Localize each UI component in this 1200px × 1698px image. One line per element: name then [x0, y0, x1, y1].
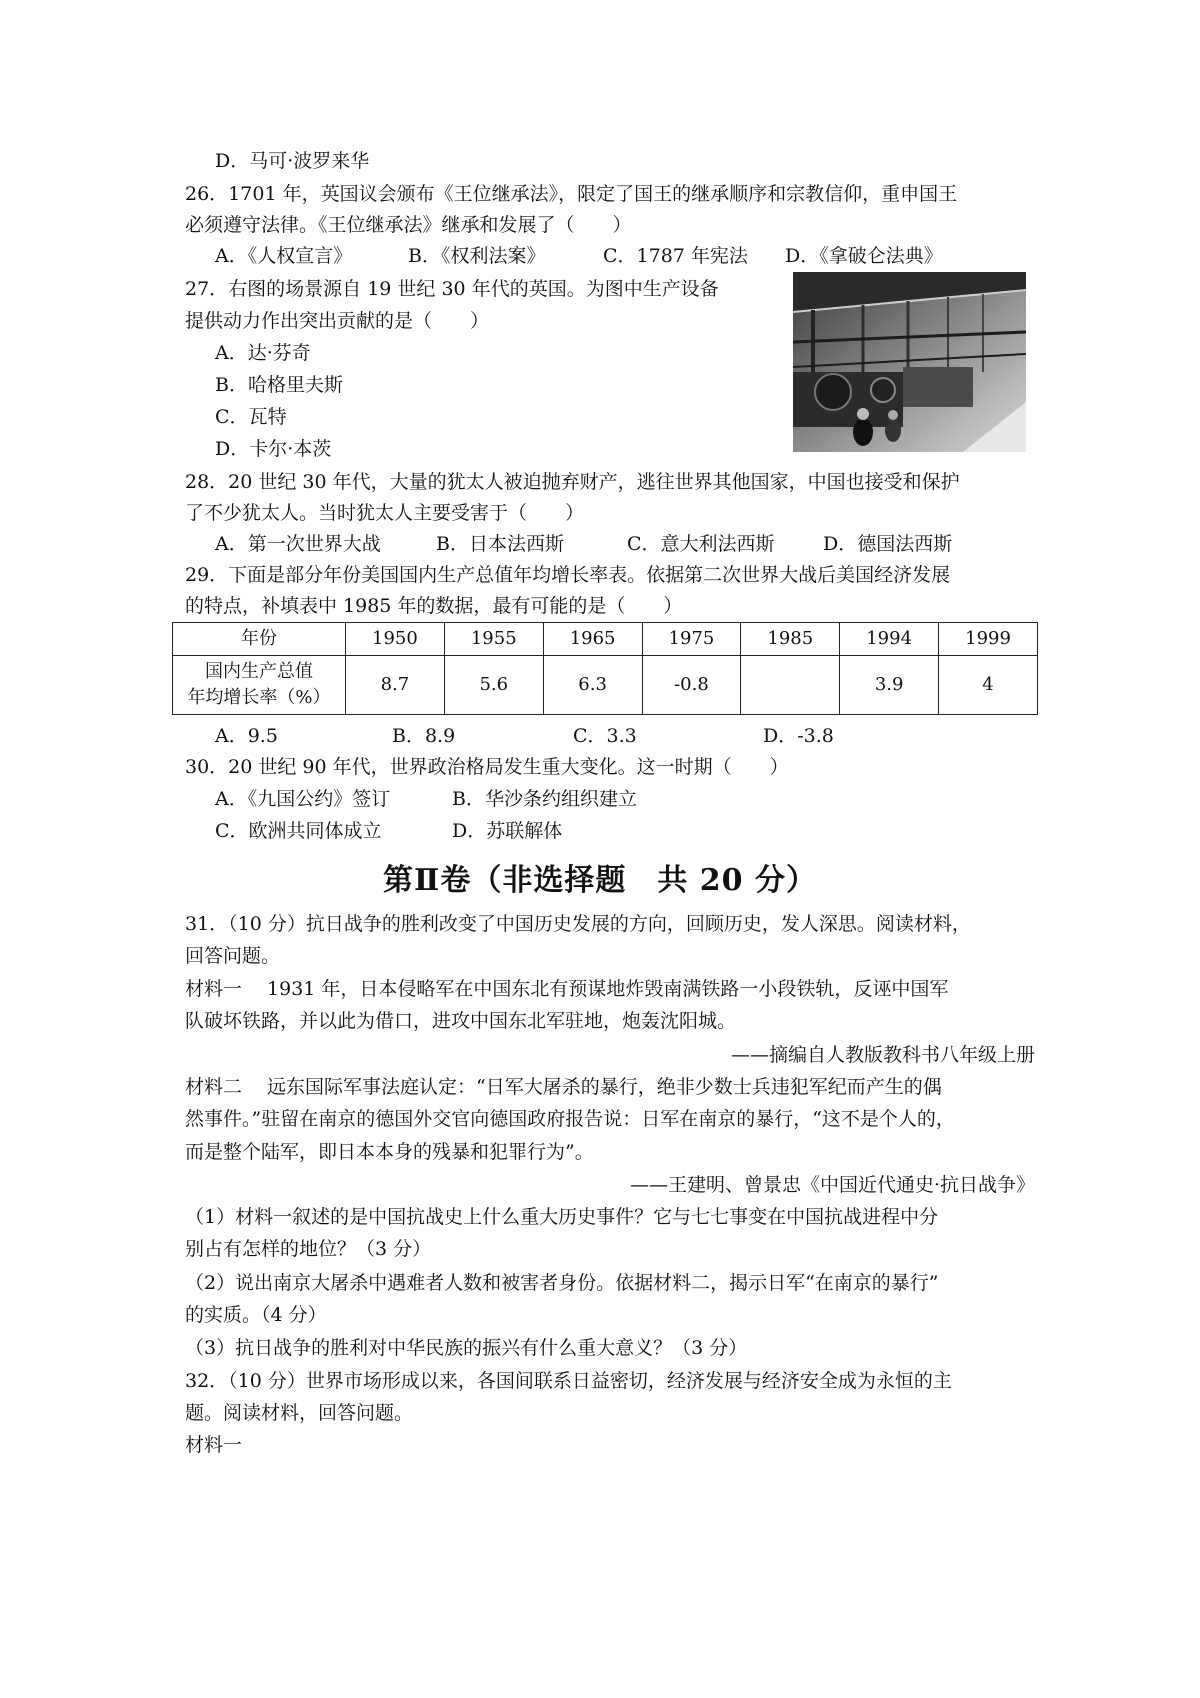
table-cell: 8.7: [346, 656, 445, 715]
q32-material1-label: 材料一: [185, 1434, 243, 1456]
table-header-year: 1975: [642, 623, 741, 656]
table-row: [173, 623, 1038, 656]
table-row: [173, 656, 1038, 715]
table-cell: 4: [939, 656, 1038, 715]
q31-sub3: （3）抗日战争的胜利对中华民族的振兴有什么重大意义？（3 分）: [185, 1337, 748, 1359]
section-2-title: 第Ⅱ卷（非选择题 共 20 分）: [383, 863, 817, 898]
q28-option-b: B．日本法西斯: [436, 533, 564, 555]
table-cell: 5.6: [444, 656, 543, 715]
q31-material1-line1: 材料一 1931 年，日本侵略军在中国东北有预谋地炸毁南满铁路一小段铁轨，反诬中国军: [185, 978, 949, 1000]
q31-sub2-line1: （2）说出南京大屠杀中遇难者人数和被害者身份。依据材料二，揭示日军“在南京的暴行”: [185, 1272, 939, 1294]
q31-material2-line2: 然事件。”驻留在南京的德国外交官向德国政府报告说：日军在南京的暴行，“这不是个人的，: [185, 1108, 955, 1130]
table-header-year: 1999: [939, 623, 1038, 656]
table-header-year: 1950: [346, 623, 445, 656]
q32-stem-line1: 32．（10 分）世界市场形成以来，各国间联系日益密切，经济发展与经济安全成为永恒的主: [185, 1370, 952, 1392]
q26-stem-line1: 26．1701 年，英国议会颁布《王位继承法》，限定了国王的继承顺序和宗教信仰，重申国王: [185, 183, 958, 205]
table-cell: 3.9: [840, 656, 939, 715]
q28-stem-line2: 了不少犹太人。当时犹太人主要受害于（ ）: [185, 502, 585, 524]
factory-scene-image: [793, 272, 1026, 452]
q27-option-a: A．达·芬奇: [215, 342, 311, 364]
q28-option-c: C．意大利法西斯: [627, 533, 775, 555]
q31-stem-line2: 回答问题。: [185, 945, 281, 967]
q31-material1-source: ——摘编自人教版教科书八年级上册: [730, 1044, 1035, 1066]
table-row-label: [173, 656, 346, 715]
table-cell: 6.3: [543, 656, 642, 715]
q29-stem-line2: 的特点，补填表中 1985 年的数据，最有可能的是（ ）: [185, 595, 683, 617]
table-header-year-label: 年份: [173, 623, 346, 656]
q27-stem-line2: 提供动力作出突出贡献的是（ ）: [185, 310, 490, 332]
q26-stem-line2: 必须遵守法律。《王位继承法》继承和发展了（ ）: [185, 214, 632, 236]
q29-stem-line1: 29．下面是部分年份美国国内生产总值年均增长率表。依据第二次世界大战后美国经济发展: [185, 564, 951, 586]
q28-stem-line1: 28．20 世纪 30 年代，大量的犹太人被迫抛弃财产，逃往世界其他国家，中国也接受和保护: [185, 471, 960, 493]
q32-stem-line2: 题。阅读材料，回答问题。: [185, 1402, 414, 1424]
q26-option-c: C．1787 年宪法: [603, 245, 748, 267]
q29-option-b: B．8.9: [392, 725, 456, 747]
table-cell: -0.8: [642, 656, 741, 715]
q31-material2-line3: 而是整个陆军，即日本本身的残暴和犯罪行为”。: [185, 1141, 594, 1163]
q26-option-b: B．《权利法案》: [408, 245, 546, 267]
q30-option-c: C．欧洲共同体成立: [215, 820, 382, 842]
q29-option-d: D．-3.8: [763, 725, 834, 747]
q26-option-d: D．《拿破仑法典》: [785, 245, 943, 267]
q28-option-d: D．德国法西斯: [823, 533, 953, 555]
q30-option-a: A．《九国公约》签订: [215, 788, 391, 810]
q31-sub2-line2: 的实质。（4 分）: [185, 1304, 327, 1326]
table-cell-blank: [741, 656, 840, 715]
q31-material1-line2: 队破坏铁路，并以此为借口，进攻中国东北军驻地，炮轰沈阳城。: [185, 1010, 737, 1032]
q29-option-a: A．9.5: [215, 725, 278, 747]
q27-option-b: B．哈格里夫斯: [215, 374, 343, 396]
q31-material2-line1: 材料二 远东国际军事法庭认定：“日军大屠杀的暴行，绝非少数士兵违犯军纪而产生的偶: [185, 1076, 942, 1098]
q30-option-d: D．苏联解体: [452, 820, 563, 842]
q27-option-d: D．卡尔·本茨: [215, 438, 332, 460]
q27-stem-line1: 27．右图的场景源自 19 世纪 30 年代的英国。为图中生产设备: [185, 278, 719, 300]
q31-sub1-line2: 别占有怎样的地位？（3 分）: [185, 1238, 432, 1260]
table-header-year: 1965: [543, 623, 642, 656]
row-label-line2: 年均增长率（%）: [187, 687, 331, 708]
table-header-year: 1994: [840, 623, 939, 656]
q31-stem-line1: 31．（10 分）抗日战争的胜利改变了中国历史发展的方向，回顾历史，发人深思。阅读材料，: [185, 913, 971, 935]
q31-material2-source: ——王建明、曾景忠《中国近代通史·抗日战争》: [629, 1174, 1035, 1196]
table-header-year: 1955: [444, 623, 543, 656]
gdp-growth-table: [172, 622, 1038, 715]
q27-option-c: C．瓦特: [215, 406, 287, 428]
q25-option-d: D．马可·波罗来华: [215, 150, 370, 172]
q30-option-b: B．华沙条约组织建立: [452, 788, 637, 810]
table-header-year: 1985: [741, 623, 840, 656]
q29-option-c: C．3.3: [573, 725, 637, 747]
row-label-line1: 国内生产总值: [205, 661, 313, 682]
q26-option-a: A．《人权宣言》: [215, 245, 353, 267]
q30-stem: 30．20 世纪 90 年代，世界政治格局发生重大变化。这一时期（ ）: [185, 756, 789, 778]
q31-sub1-line1: （1）材料一叙述的是中国抗战史上什么重大历史事件？它与七七事变在中国抗战进程中分: [185, 1206, 939, 1228]
q28-option-a: A．第一次世界大战: [215, 533, 381, 555]
